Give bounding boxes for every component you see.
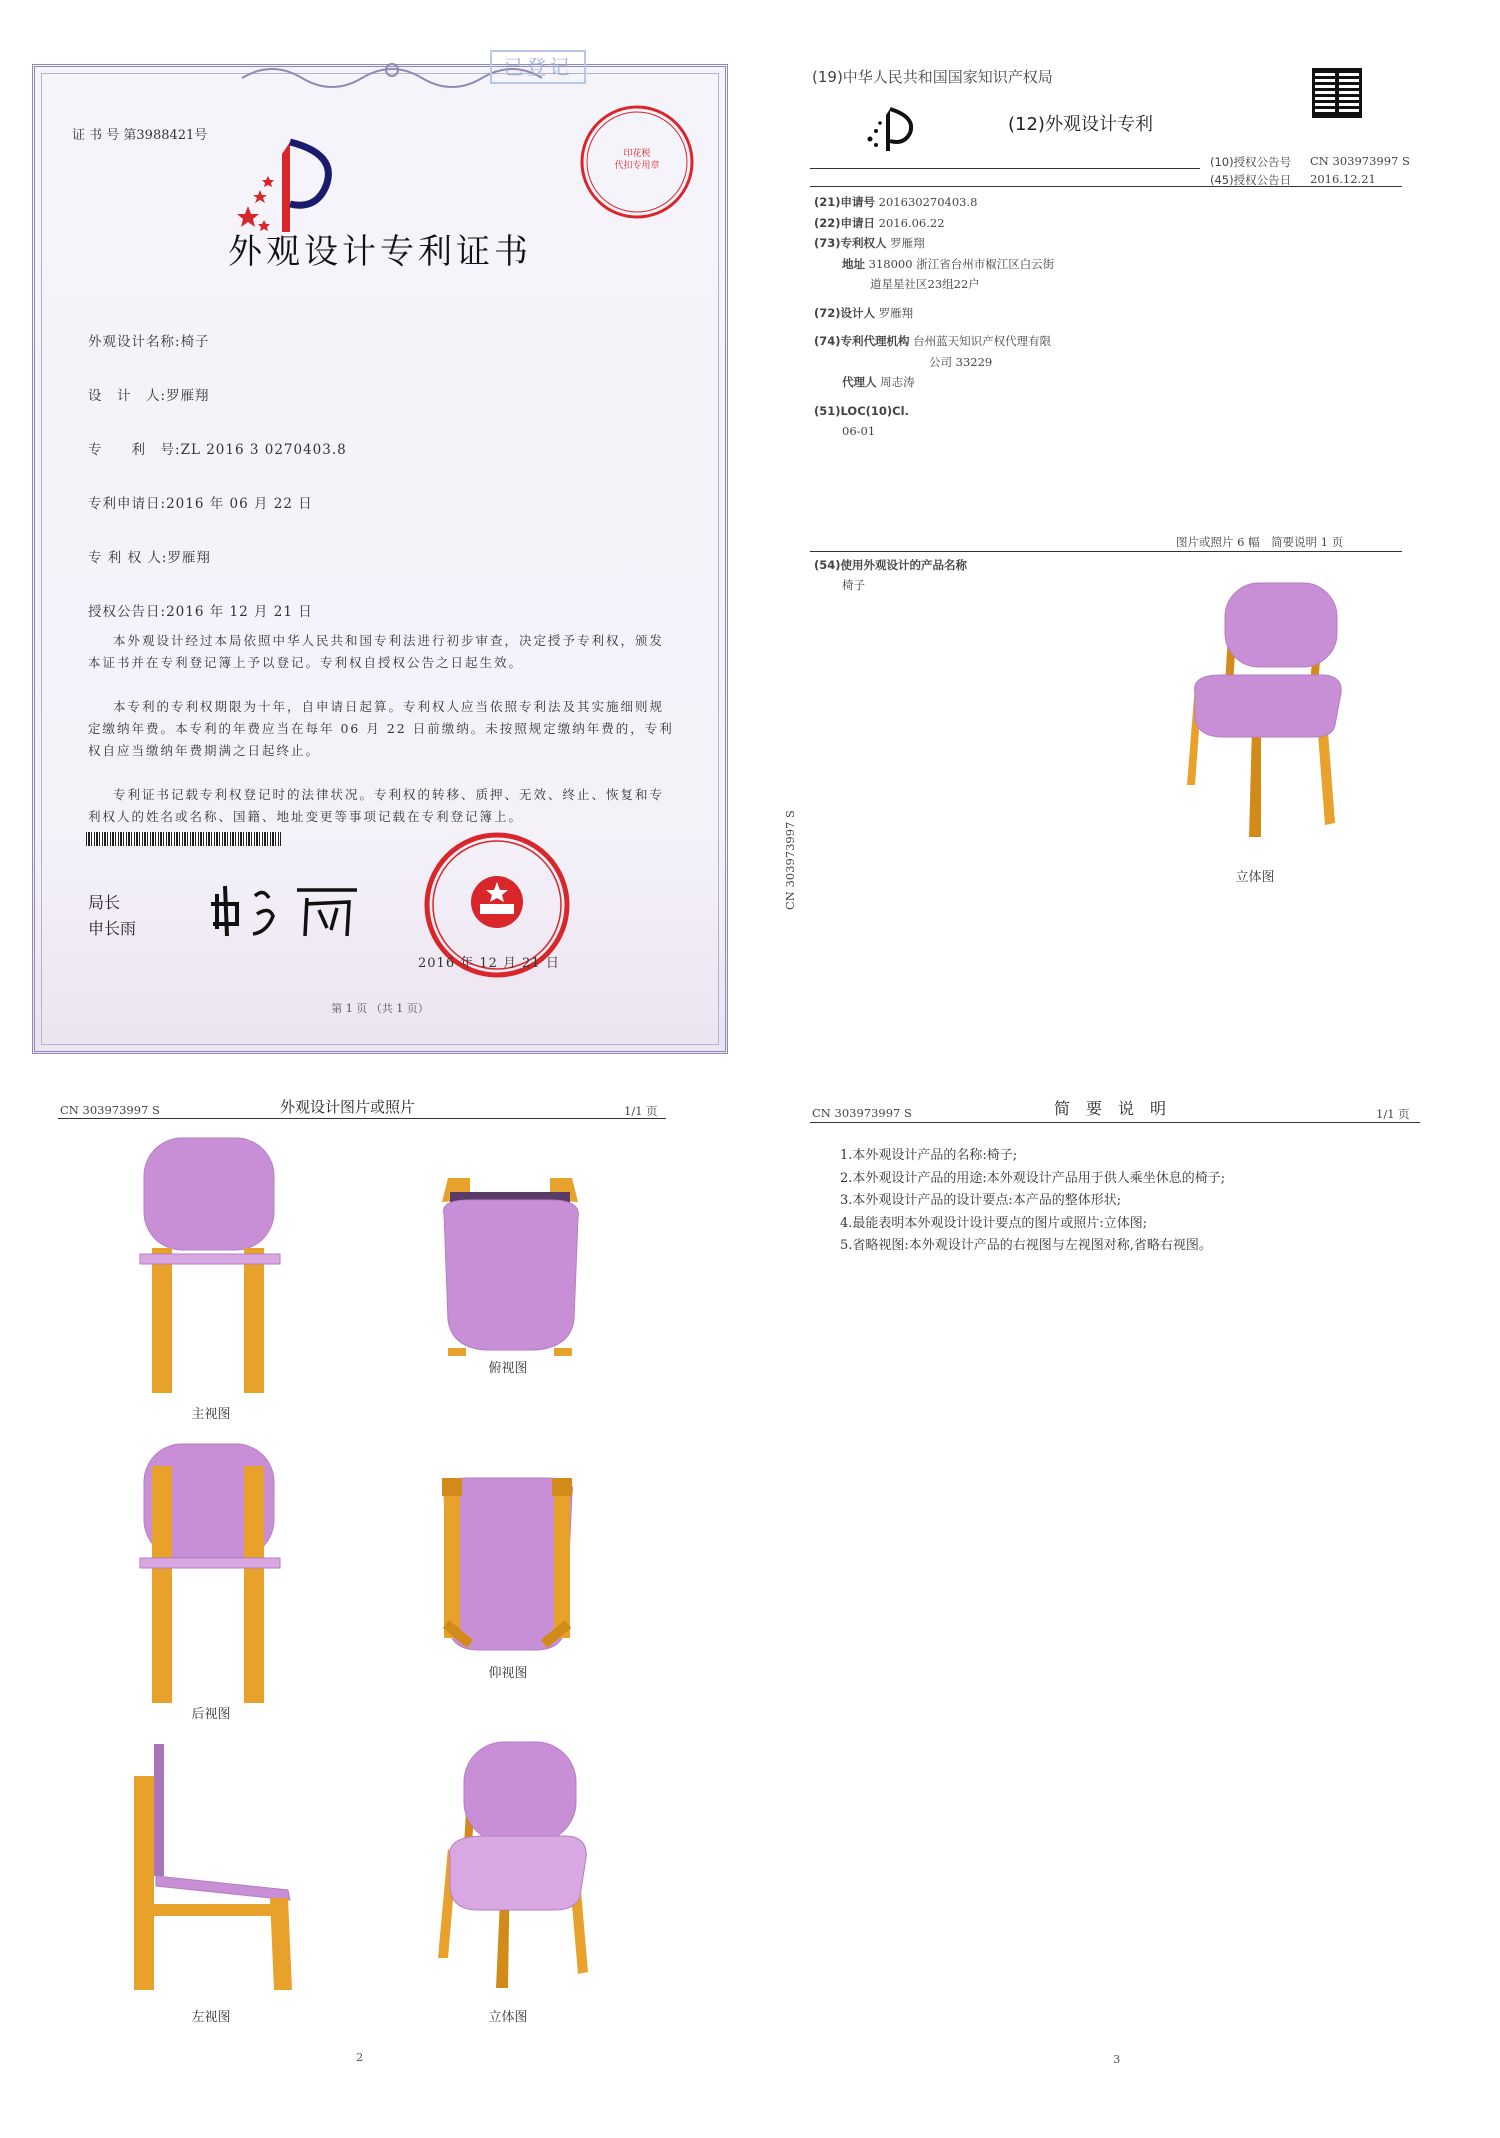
page-footer: 第 1 页 （共 1 页） [331, 1002, 429, 1015]
caption-back: 后视图 [191, 1707, 231, 1722]
barcode [86, 832, 281, 846]
director-title: 局长 [88, 893, 121, 912]
page-number: 3 [1113, 2052, 1121, 2066]
grant-number-label: (10)授权公告号 [1210, 155, 1292, 169]
caption-front: 主视图 [191, 1407, 231, 1422]
director-name: 申长雨 [88, 919, 137, 938]
brief-item: 1.本外观设计产品的名称:椅子; [840, 1148, 1018, 1163]
stamp-text: 印花税 [623, 149, 651, 159]
chair-perspective-image [1165, 575, 1365, 840]
caption-left: 左视图 [191, 2010, 231, 2025]
bibliographic-data: (21)申请号 201630270403.8 (22)申请日 2016.06.22 (73)专利权人 罗雁翔 地址 318000 浙江省台州市椒江区白云街 道星星社区23组22户 (72)设计人 罗雁翔 (74)专利代理机构 台州蓝天知识产权代理有限 公司 33229 代理人 周志涛 (51)LOC(10)Cl. 06-01 [814, 195, 1055, 438]
field-designer: 设 计 人:罗雁翔 [88, 388, 210, 404]
chair-bottom-view [432, 1474, 582, 1654]
document-type: (12)外观设计专利 [1008, 114, 1153, 135]
brief-page: 1/1 页 [1376, 1107, 1410, 1121]
registered-stamp: 已登记 [490, 50, 586, 84]
product-name: 椅子 [842, 578, 865, 592]
views-title: 外观设计图片或照片 [280, 1098, 416, 1116]
views-doc-number: CN 303973997 S [60, 1103, 160, 1117]
page-number: 2 [356, 2050, 364, 2064]
field-grant-date: 授权公告日:2016 年 12 月 21 日 [88, 604, 313, 620]
certificate-number: 证 书 号 第3988421号 [72, 128, 208, 143]
seal-date: 2016 年 12 月 21 日 [418, 956, 560, 971]
chair-perspective-view [428, 1738, 598, 1990]
qr-code [1312, 68, 1362, 118]
grant-date-label: (45)授权公告日 [1210, 173, 1292, 187]
brief-item: 3.本外观设计产品的设计要点:本产品的整体形状; [840, 1193, 1122, 1208]
brief-items [840, 1145, 1225, 1258]
cnipa-logo-small [850, 105, 920, 155]
figure-summary: 图片或照片 6 幅 简要说明 1 页 [1176, 535, 1344, 549]
view-caption: 立体图 [1235, 870, 1275, 885]
patent-certificate [32, 55, 728, 1054]
certificate-title: 外观设计专利证书 [228, 232, 532, 272]
side-document-number: CN 303973997 S [783, 810, 797, 910]
caption-bottom: 仰视图 [488, 1666, 528, 1681]
paragraph: 本外观设计经过本局依照中华人民共和国专利法进行初步审查，决定授予专利权，颁发本证书并在专利登记簿上予以登记。专利权自授权公告之日起生效。 [88, 633, 665, 670]
chair-left-view [120, 1740, 310, 1995]
caption-top: 俯视图 [488, 1361, 528, 1376]
stamp-text: 代扣专用章 [614, 161, 660, 171]
caption-perspective: 立体图 [488, 2010, 528, 2025]
brief-item: 5.省略视图:本外观设计产品的右视图与左视图对称,省略右视图。 [840, 1238, 1212, 1253]
views-page: 1/1 页 [624, 1104, 658, 1118]
chair-back-view [132, 1438, 292, 1703]
brief-title: 简 要 说 明 [1054, 1099, 1167, 1118]
field-patentee: 专 利 权 人:罗雁翔 [88, 550, 211, 566]
field-design-name: 外观设计名称:椅子 [88, 334, 210, 350]
chair-top-view [430, 1170, 590, 1360]
brief-doc-number: CN 303973997 S [812, 1106, 912, 1120]
brief-item: 4.最能表明本外观设计设计要点的图片或照片:立体图; [840, 1215, 1148, 1231]
paragraph: 专利证书记载专利权登记时的法律状况。专利权的转移、质押、无效、终止、恢复和专利权人的姓名或名称、国籍、地址变更等事项记载在专利登记簿上。 [88, 787, 665, 824]
field-patent-number: 专 利 号:ZL 2016 3 0270403.8 [88, 442, 347, 458]
grant-date: 2016.12.21 [1310, 172, 1376, 186]
field-filing-date: 专利申请日:2016 年 06 月 22 日 [88, 496, 313, 512]
grant-number: CN 303973997 S [1310, 154, 1410, 168]
paragraph: 本专利的专利权期限为十年，自申请日起算。专利权人应当依照专利法及其实施细则规定缴纳年费。本专利的年费应当在每年 06 月 22 日前缴纳。未按照规定缴纳年费的，专利权自应当缴纳年费期满之日起终止。 [88, 699, 674, 758]
director-signature [207, 874, 377, 944]
chair-front-view [132, 1130, 292, 1395]
product-label: (54)使用外观设计的产品名称 [814, 558, 968, 572]
office-name: (19)中华人民共和国国家知识产权局 [812, 68, 1053, 86]
brief-item: 2.本外观设计产品的用途:本外观设计产品用于供人乘坐休息的椅子; [840, 1170, 1226, 1186]
